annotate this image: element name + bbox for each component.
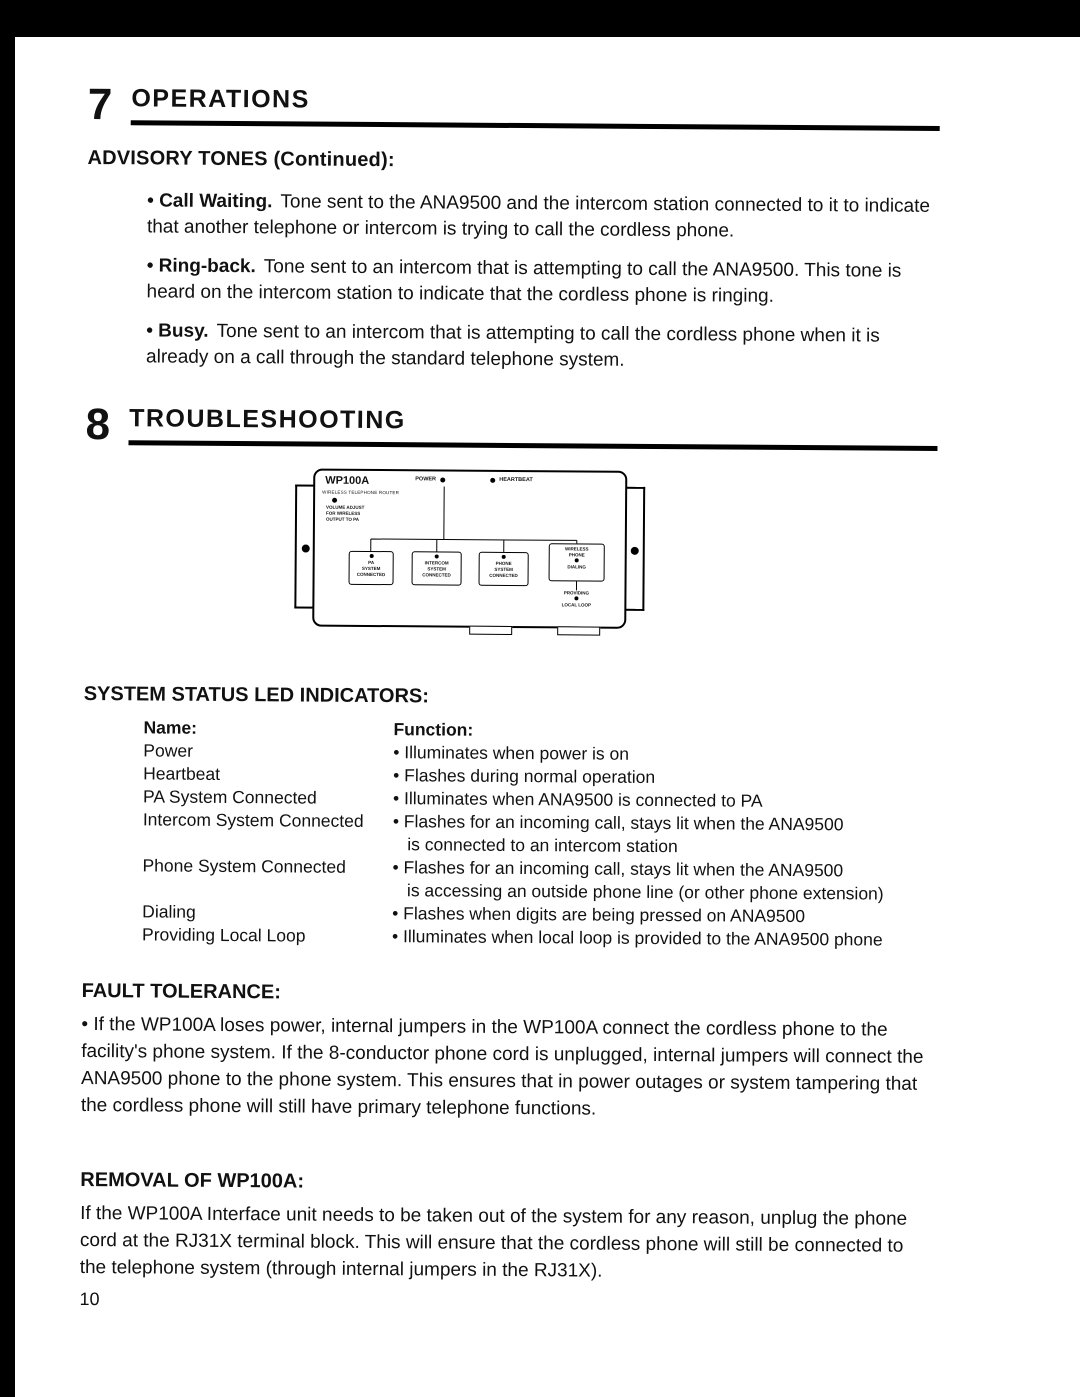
bullet-text: Tone sent to an intercom that is attempting to call the ANA9500. This tone is heard on the intercom station to indicate that the cordless phone is ringing.	[146, 256, 902, 307]
local-loop-led-icon	[574, 596, 578, 600]
providing-label: PROVIDING	[563, 590, 590, 596]
section-8-rule	[129, 404, 938, 451]
section-8-title: TROUBLESHOOTING	[129, 404, 406, 435]
led-function-cell: • Flashes when digits are being pressed on ANA9500	[392, 903, 806, 927]
led-function-cell: • Flashes during normal operation	[393, 765, 656, 787]
section-7-rule	[131, 84, 940, 131]
section-8-heading	[85, 400, 937, 451]
bullet-text: Tone sent to an intercom that is attempting to call the cordless phone when it is already on a call through the standard telephone system.	[146, 320, 880, 371]
removal-paragraph: If the WP100A Interface unit needs to be taken out of the system for any reason, unplug the phone cord at the RJ31X terminal block. This will ensure that the cordless phone will still be connected to the telephone system (through internal jumpers in the RJ31X).	[79, 1202, 908, 1282]
bullet-lead: • Call Waiting.	[147, 190, 273, 213]
providing-local-loop-group	[548, 590, 604, 608]
phone-system-connected-box	[479, 552, 529, 586]
heartbeat-label-group	[490, 477, 533, 483]
column-header-function: Function:	[393, 719, 474, 740]
led-name-cell: PA System Connected	[142, 786, 317, 808]
wp100a-device-diagram	[294, 468, 645, 644]
led-name-cell: Phone System Connected	[142, 855, 346, 877]
page-content	[79, 80, 940, 1316]
intercom-system-connected-label: INTERCOM SYSTEM CONNECTED	[422, 560, 451, 578]
fault-tolerance-heading: FAULT TOLERANCE:	[81, 979, 281, 1004]
led-name-cell: Providing Local Loop	[141, 924, 306, 946]
device-front-panel	[312, 469, 627, 629]
column-header-name: Name:	[143, 717, 198, 738]
led-function-cell: • Illuminates when power is on	[393, 742, 630, 764]
device-subtitle-label: WIRELESS TELEPHONE ROUTER	[322, 489, 400, 496]
bullet-text: Tone sent to the ANA9500 and the intercom station connected to it to indicate that another telephone or intercom is trying to call the cordless phone.	[146, 191, 931, 242]
led-name-cell: Heartbeat	[143, 763, 221, 784]
led-name-cell: Dialing	[142, 901, 196, 922]
bullet-busy	[146, 318, 938, 376]
dialing-led-icon	[575, 558, 579, 562]
led-icon	[369, 554, 373, 558]
power-led-icon	[440, 477, 445, 482]
pa-system-connected-label: PA SYSTEM CONNECTED	[356, 559, 386, 578]
led-indicators-heading: SYSTEM STATUS LED INDICATORS:	[83, 682, 430, 708]
bullet-call-waiting	[147, 188, 939, 246]
volume-knob-icon	[332, 498, 337, 503]
volume-adjust-label: VOLUME ADJUST FOR WIRELESS OUTPUT TO PA	[325, 504, 365, 522]
removal-heading: REMOVAL OF WP100A:	[80, 1168, 305, 1193]
led-function-cell: • Flashes for an incoming call, stays lit when the ANA9500 is connected to an intercom station	[392, 811, 844, 857]
power-label-group	[415, 476, 445, 482]
wireless-phone-box	[549, 543, 605, 581]
led-function-cell: • Illuminates when local loop is provided to the ANA9500 phone	[391, 926, 883, 950]
led-function-cell: • Flashes for an incoming call, stays lit when the ANA9500 is accessing an outside phone line (or other phone extension)	[392, 857, 884, 904]
bullet-ring-back	[146, 253, 938, 311]
heartbeat-label: HEARTBEAT	[499, 476, 533, 484]
local-loop-label: LOCAL LOOP	[561, 602, 592, 608]
phone-system-connected-label: PHONE SYSTEM CONNECTED	[489, 560, 518, 579]
page-number: 10	[79, 1288, 100, 1310]
pa-system-connected-box	[349, 551, 394, 585]
screw-hole-icon	[302, 545, 310, 553]
section-7-heading	[87, 80, 940, 131]
device-model-label: WP100A	[325, 474, 370, 487]
led-icon	[435, 554, 439, 558]
led-function-cell: • Illuminates when ANA9500 is connected to PA	[392, 788, 763, 811]
section-7-title: OPERATIONS	[131, 84, 310, 114]
screw-hole-icon	[631, 547, 639, 555]
scan-artifact-left-bar	[0, 0, 15, 1397]
bullet-lead: • Ring-back.	[146, 255, 256, 278]
wireless-phone-label: WIRELESS PHONE	[564, 546, 589, 558]
panel-notch	[469, 626, 512, 635]
scan-artifact-top-bar	[0, 0, 1080, 37]
intercom-system-connected-box	[412, 551, 462, 585]
advisory-tones-list	[146, 188, 939, 376]
bullet-lead: • Busy.	[146, 320, 209, 342]
led-name-cell: Intercom System Connected	[142, 809, 364, 831]
led-indicators-table	[142, 716, 936, 952]
panel-notch	[557, 626, 600, 635]
section-8-number: 8	[85, 400, 112, 450]
heartbeat-led-icon	[490, 477, 495, 482]
advisory-tones-heading: ADVISORY TONES (Continued):	[87, 146, 395, 172]
power-label: POWER	[415, 476, 437, 483]
led-icon	[502, 555, 506, 559]
fault-tolerance-paragraph: • If the WP100A loses power, internal jumpers in the WP100A connect the cordless phone to the facility's phone system. If the 8-conductor phone cord is unplugged, internal jumpers will connect the ANA9500 phone to the phone system. This ensures that in power outages or system tampering that the cordless phone will still have primary telephone functions.	[80, 1013, 924, 1120]
dialing-label: DIALING	[567, 564, 586, 570]
led-name-cell: Power	[143, 740, 194, 761]
section-7-number: 7	[87, 80, 114, 130]
